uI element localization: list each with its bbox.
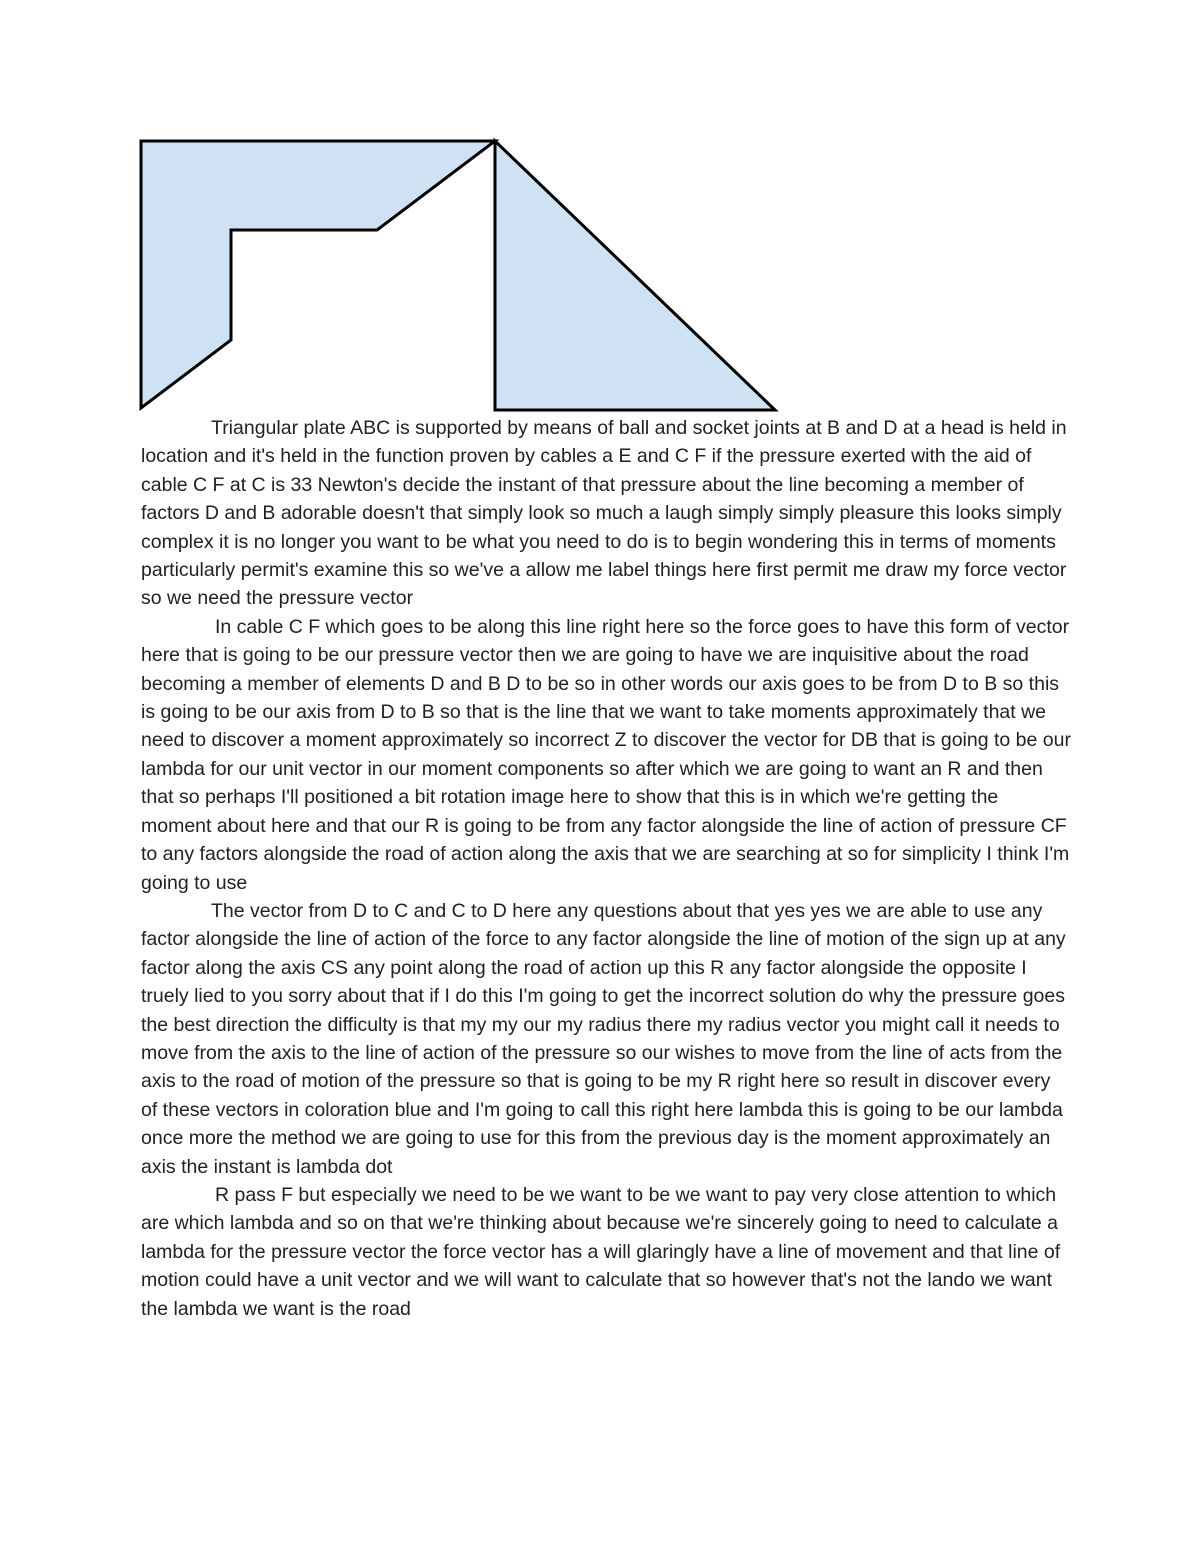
paragraph-1: Triangular plate ABC is supported by means of ball and socket joints at B and D at a head is held in location and it's held in the function proven by cables a E and C F if the pressure exerted with the aid of cable C F at C is 33 Newton's decide the instant of that pressure about the line becoming a member of factors D and B adorable doesn't that simply look so much a laugh simply simply pleasure this looks simply complex it is no longer you want to be what you need to do is to begin wondering this in terms of moments particularly permit's examine this so we've a allow me label things here first permit me draw my force vector so we need the pressure vector	[141, 417, 1067, 610]
triangular-plate	[495, 141, 775, 410]
paragraph-3: The vector from D to C and C to D here any questions about that yes yes we are able to use any factor alongside the line of action of the force to any factor alongside the line of motion of the sign up at any factor along the axis CS any point along the road of action up this R any factor alongside the opposite I truely lied to you sorry about that if I do this I'm going to get the incorrect solution do why the pressure goes the best direction the difficulty is that my my our my radius there my radius vector you might call it needs to move from the axis to the line of action of the pressure so our wishes to move from the line of acts from the axis to the road of motion of the pressure so that is going to be my R right here so result in discover every of these vectors in coloration blue and I'm going to call this right here lambda this is going to be our lambda once more the method we are going to use for this from the previous day is the moment approximately an axis the instant is lambda dot	[141, 899, 1066, 1178]
paragraph-4: R pass F but especially we need to be we want to be we want to pay very close attention to which are which lambda and so on that we're thinking about because we're sincerely going to need to calculate a lambda for the pressure vector the force vector has a will glaringly have a line of movement and that line of motion could have a unit vector and we will want to calculate that so however that's not the lando we want the lambda we want is the road	[141, 1183, 1061, 1320]
l-shaped-plate	[141, 141, 495, 408]
document-body	[141, 414, 1071, 1323]
paragraph-2: In cable C F which goes to be along this line right here so the force goes to have this form of vector here that is going to be our pressure vector then we are going to have we are inquisitive about the road becoming a member of elements D and B D to be so in other words our axis goes to be from D to B so this is going to be our axis from D to B so that is the line that we want to take moments approximately that we need to discover a moment approximately so incorrect Z to discover the vector for DB that is going to be our lambda for our unit vector in our moment components so after which we are going to want an R and then that so perhaps I'll positioned a bit rotation image here to show that this is in which we're getting the moment about here and that our R is going to be from any factor alongside the line of action of pressure CF to any factors alongside the road of action along the axis that we are searching at so for simplicity I think I'm going to use	[141, 615, 1071, 894]
plate-diagram	[0, 0, 1200, 420]
